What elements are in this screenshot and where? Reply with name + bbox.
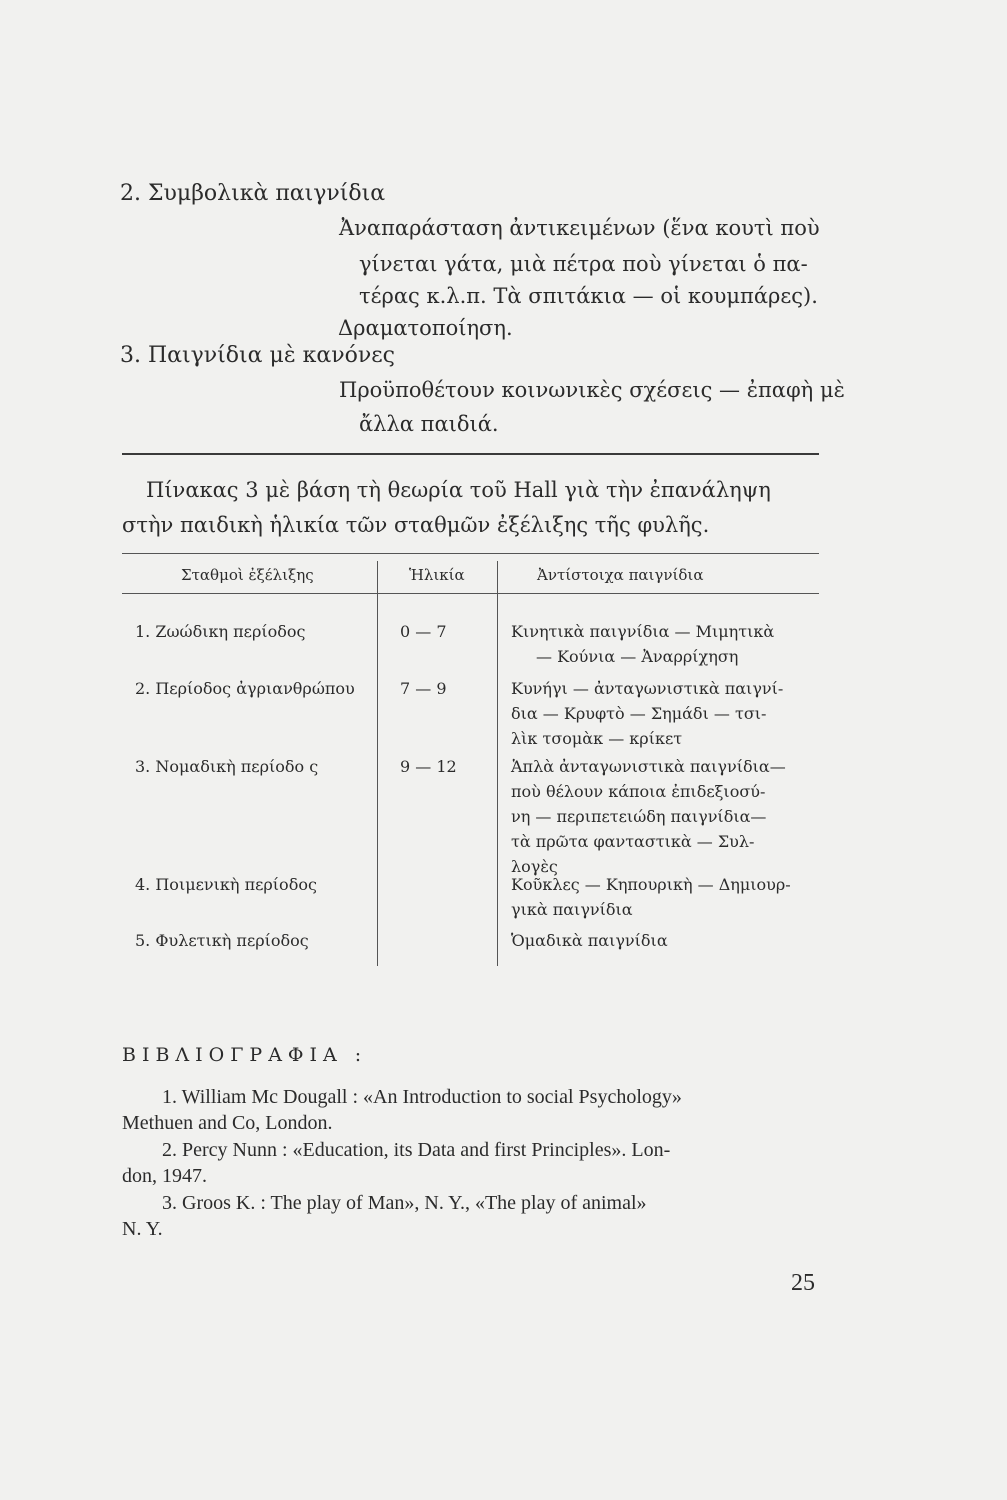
section-divider [122,453,819,455]
table-title-line-2: στὴν παιδικὴ ἡλικία τῶν σταθμῶν ἐξέλιξης τῆς φυλῆς. [122,513,710,537]
header-games: Ἀντίστοιχα παιγνίδια [537,566,704,584]
bibliography-line-1: 1. William Mc Dougall : «An Introduction to social Psychology» [162,1086,682,1108]
bibliography-line-3: 2. Percy Nunn : «Education, its Data and first Principles». Lon- [162,1139,671,1161]
row-5-stage: 5. Φυλετικὴ περίοδος [135,931,309,950]
section-3-title: 3. Παιγνίδια μὲ κανόνες [120,343,395,368]
section-3-line-1: Προϋποθέτουν κοινωνικὲς σχέσεις — ἐπαφὴ μὲ [339,378,845,402]
table-header-rule [122,593,819,594]
table-column-divider-1 [377,561,378,966]
row-4-stage: 4. Ποιμενικὴ περίοδος [135,875,317,894]
row-4-games-2: γικὰ παιγνίδια [511,900,633,919]
row-2-games-3: λὶκ τσομὰκ — κρίκετ [511,729,683,748]
row-2-games-1: Κυνήγι — ἀνταγωνιστικὰ παιγνί- [511,679,784,698]
row-2-stage: 2. Περίοδος ἀγριανθρώπου [135,679,355,698]
section-2-line-4: Δραματοποίηση. [338,316,513,340]
section-2-line-3: τέρας κ.λ.π. Τὰ σπιτάκια — οἱ κουμπάρες). [359,284,818,308]
bibliography-line-2: Methuen and Co, London. [122,1112,333,1134]
section-2-title: 2. Συμβολικὰ παιγνίδια [120,181,386,206]
table-column-divider-2 [497,561,498,966]
table-top-rule [122,553,819,554]
row-3-stage: 3. Νομαδικὴ περίοδο ς [135,757,319,776]
row-1-stage: 1. Ζωώδικη περίοδος [135,622,306,641]
row-3-games-1: Ἁπλὰ ἀνταγωνιστικὰ παιγνίδια— [511,757,786,776]
row-1-age: 0 — 7 [400,622,447,641]
bibliography-line-4: don, 1947. [122,1165,207,1187]
row-3-games-5: λογὲς [511,857,558,876]
row-1-games-1: Κινητικὰ παιγνίδια — Μιμητικὰ [511,622,775,641]
row-4-games-1: Κοῦκλες — Κηπουρικὴ — Δημιουρ- [511,875,791,894]
row-3-games-3: νη — περιπετειώδη παιγνίδια— [511,807,767,826]
row-1-games-2: — Κούνια — Ἀναρρίχηση [536,647,739,666]
row-3-games-2: ποὺ θέλουν κάποια ἐπιδεξιοσύ- [511,782,766,801]
row-5-games-1: Ὁμαδικὰ παιγνίδια [511,931,668,950]
header-age: Ἡλικία [409,566,465,584]
row-2-games-2: δια — Κρυφτὸ — Σημάδι — τσι- [511,704,767,723]
table-title-line-1: Πίνακας 3 μὲ βάση τὴ θεωρία τοῦ Hall γιὰ τὴν ἐπανάληψη [146,478,771,502]
row-2-age: 7 — 9 [400,679,447,698]
section-3-line-2: ἄλλα παιδιά. [359,412,499,436]
row-3-games-4: τὰ πρῶτα φανταστικὰ — Συλ- [511,832,755,851]
row-3-age: 9 — 12 [400,757,457,776]
header-stages: Σταθμοὶ ἐξέλιξης [181,566,314,584]
section-2-line-1: Ἀναπαράσταση ἀντικειμένων (ἕνα κουτὶ ποὺ [339,216,820,240]
bibliography-line-5: 3. Groos K. : The play of Man», N. Y., «The play of animal» [162,1192,647,1214]
bibliography-heading: ΒΙΒΛΙΟΓΡΑΦΙΑ : [122,1044,368,1066]
page-number: 25 [791,1270,815,1296]
section-2-line-2: γίνεται γάτα, μιὰ πέτρα ποὺ γίνεται ὁ πα- [359,252,808,276]
bibliography-line-6: N. Y. [122,1218,163,1240]
